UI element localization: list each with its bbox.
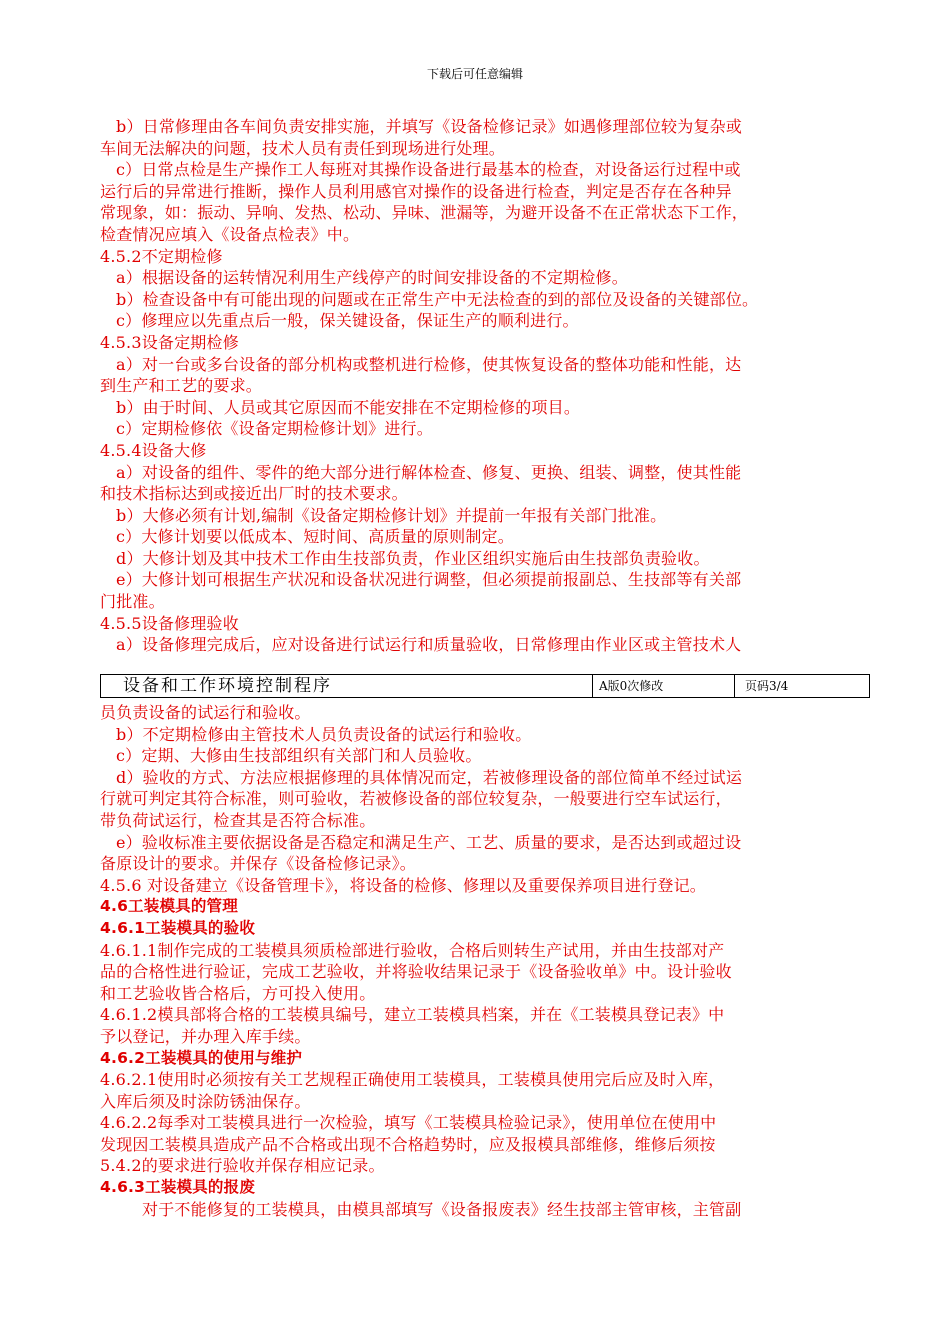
text-line: 备原设计的要求。并保存《设备检修记录》。 — [100, 854, 417, 874]
text-line: b）日常修理由各车间负责安排实施，并填写《设备检修记录》如遇修理部位较为复杂或 — [116, 117, 743, 136]
text-line: 予以登记，并办理入库手续。 — [100, 1026, 311, 1046]
text-line: c）日常点检是生产操作工人每班对其操作设备进行最基本的检查，对设备运行过程中或 — [116, 160, 741, 180]
section-heading: 4.6.1工装模具的验收 — [100, 918, 256, 937]
text-line: b）检查设备中有可能出现的问题或在正常生产中无法检查的到的部位及设备的关键部位。 — [116, 289, 759, 309]
text-line: c）大修计划要以低成本、短时间、高质量的原则制定。 — [116, 527, 514, 547]
text-line: 到生产和工艺的要求。 — [100, 376, 263, 396]
page-header-note: 下载后可任意编辑 — [426, 67, 523, 81]
section-heading: 4.6.3工装模具的报废 — [100, 1178, 256, 1197]
procedure-title: 设备和工作环境控制程序 — [101, 675, 593, 697]
text-line: 运行后的异常进行推断，操作人员利用感官对操作的设备进行检查，判定是否存在各种异 — [100, 181, 732, 201]
text-line: d）大修计划及其中技术工作由生技部负责，作业区组织实施后由生技部负责验收。 — [116, 548, 710, 568]
text-line: a）对设备的组件、零件的绝大部分进行解体检查、修复、更换、组装、调整，使其性能 — [116, 462, 742, 482]
text-line: 行就可判定其符合标准，则可验收，若被修设备的部位较复杂，一般要进行空车试运行， — [100, 789, 732, 809]
text-line: c）定期检修依《设备定期检修计划》进行。 — [116, 419, 433, 439]
text-line: 检查情况应填入《设备点检表》中。 — [100, 224, 360, 244]
text-line: 4.6.2.1使用时必须按有关工艺规程正确使用工装模具，工装模具使用完后应及时入库， — [100, 1070, 725, 1090]
text-line: d）验收的方式、方法应根据修理的具体情况而定，若被修理设备的部位简单不经过试运 — [116, 767, 743, 787]
text-line: 和工艺验收皆合格后，方可投入使用。 — [100, 983, 376, 1003]
text-line: 车间无法解决的问题，技术人员有责任到现场进行处理。 — [100, 138, 506, 158]
text-line: 4.6.1.1制作完成的工装模具须质检部进行验收，合格后则转生产试用，并由生技部对产 — [100, 940, 725, 960]
text-line: a）设备修理完成后，应对设备进行试运行和质量验收，日常修理由作业区或主管技术人 — [116, 635, 742, 655]
text-line: 门批准。 — [100, 592, 165, 612]
text-line: 带负荷试运行，检查其是否符合标准。 — [100, 810, 376, 830]
text-line: 员负责设备的试运行和验收。 — [100, 703, 311, 722]
text-line: c）定期、大修由生技部组织有关部门和人员验收。 — [116, 746, 482, 766]
text-line: 入库后须及时涂防锈油保存。 — [100, 1091, 311, 1111]
text-line: e）验收标准主要依据设备是否稳定和满足生产、工艺、质量的要求，是否达到或超过设 — [116, 832, 742, 852]
body-text-upper — [100, 116, 870, 656]
text-line: b）大修必须有计划,编制《设备定期检修计划》并提前一年报有关部门批准。 — [116, 505, 667, 525]
text-line: 常现象，如：振动、异响、发热、松动、异味、泄漏等，为避开设备不在正常状态下工作， — [100, 203, 749, 223]
version-label: A版0次修改 — [593, 675, 735, 697]
text-line: 品的合格性进行验证，完成工艺验收，并将验收结果记录于《设备验收单》中。设计验收 — [100, 962, 732, 982]
text-line: 4.5.4设备大修 — [100, 440, 207, 460]
document-footer-table — [100, 674, 870, 698]
text-line: e）大修计划可根据生产状况和设备状况进行调整，但必须提前报副总、生技部等有关部 — [116, 570, 742, 590]
text-line: 4.5.3设备定期检修 — [100, 332, 239, 352]
text-line: c）修理应以先重点后一般，保关键设备，保证生产的顺利进行。 — [116, 311, 579, 331]
text-line: b）由于时间、人员或其它原因而不能安排在不定期检修的项目。 — [116, 397, 581, 417]
text-line: 4.5.2不定期检修 — [100, 246, 223, 266]
text-line: 4.5.6 对设备建立《设备管理卡》，将设备的检修、修理以及重要保养项目进行登记。 — [100, 875, 706, 895]
text-line: 发现因工装模具造成产品不合格或出现不合格趋势时，应及报模具部维修，维修后须按 — [100, 1134, 716, 1154]
text-line: 5.4.2的要求进行验收并保存相应记录。 — [100, 1156, 385, 1176]
text-line: 对于不能修复的工装模具，由模具部填写《设备报废表》经生技部主管审核，主管副 — [142, 1199, 742, 1219]
section-heading: 4.6工装模具的管理 — [100, 897, 238, 916]
text-line: 4.5.5设备修理验收 — [100, 613, 239, 633]
section-heading: 4.6.2工装模具的使用与维护 — [100, 1048, 303, 1067]
page-number: 页码3/4 — [745, 679, 789, 693]
body-text-lower — [100, 702, 870, 1220]
text-line: a）根据设备的运转情况利用生产线停产的时间安排设备的不定期检修。 — [116, 268, 628, 288]
text-line: 4.6.1.2模具部将合格的工装模具编号，建立工装模具档案，并在《工装模具登记表》中 — [100, 1005, 725, 1025]
text-line: 4.6.2.2每季对工装模具进行一次检验，填写《工装模具检验记录》，使用单位在使用中 — [100, 1113, 717, 1133]
text-line: 和技术指标达到或接近出厂时的技术要求。 — [100, 484, 408, 504]
text-line: b）不定期检修由主管技术人员负责设备的试运行和验收。 — [116, 724, 532, 744]
text-line: a）对一台或多台设备的部分机构或整机进行检修，使其恢复设备的整体功能和性能，达 — [116, 354, 742, 374]
